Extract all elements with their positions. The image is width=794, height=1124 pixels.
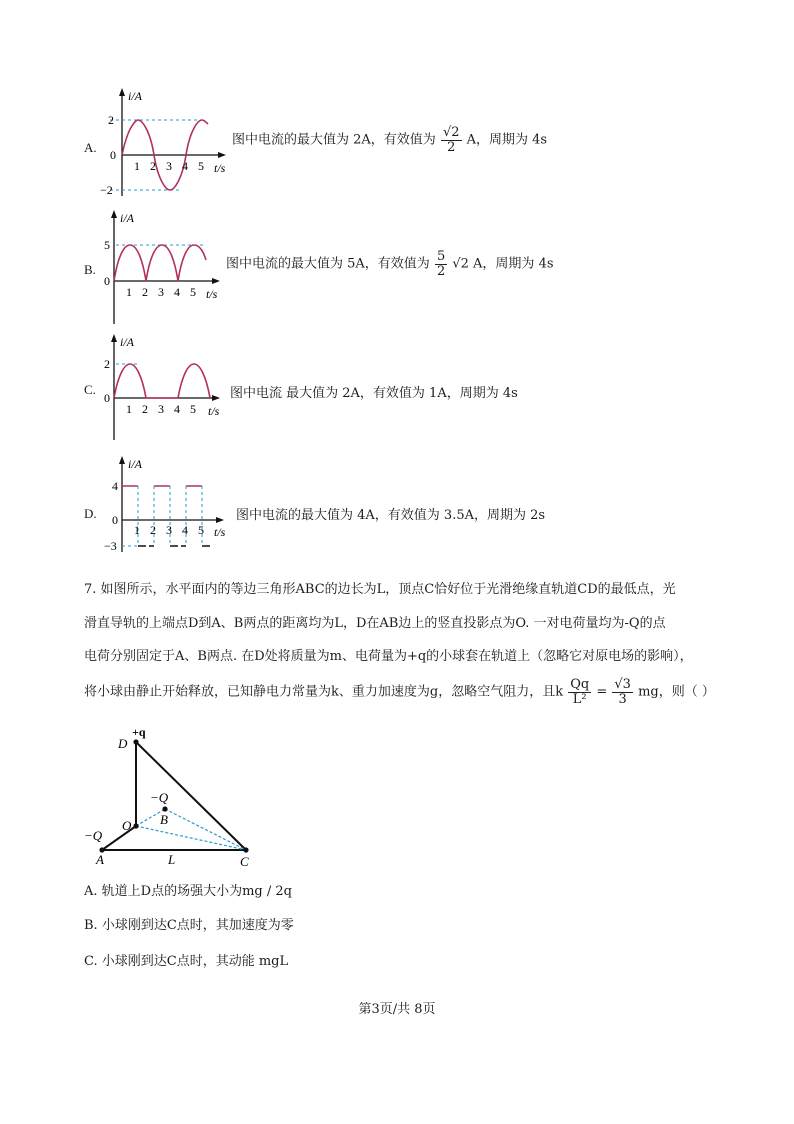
svg-text:2: 2 — [150, 523, 156, 537]
graph-b — [100, 208, 230, 326]
c-ylabel: i/A — [120, 335, 134, 349]
svg-text:3: 3 — [158, 402, 164, 416]
a-tick-3: 3 — [166, 159, 172, 173]
svg-text:1: 1 — [126, 402, 132, 416]
label-o: O — [122, 818, 132, 833]
option-d-text: 图中电流的最大值为 4A，有效值为 3.5A，周期为 2s — [236, 508, 546, 523]
answer-b[interactable]: B. 小球刚到达C点时，其加速度为零 — [84, 918, 294, 933]
a-y-neg2: −2 — [100, 183, 113, 197]
page-footer: 第3页/共 8页 — [358, 1002, 436, 1017]
graph-d — [104, 454, 234, 554]
b-ylabel: i/A — [120, 211, 134, 225]
q7-line-3: 电荷分别固定于A、B两点. 在D处将质量为m、电荷量为+q的小球套在轨道上（忽略它对原电场的影响）， — [84, 649, 693, 664]
svg-text:3: 3 — [158, 285, 164, 299]
d-ylabel: i/A — [128, 457, 142, 471]
svg-text:2: 2 — [142, 402, 148, 416]
option-d-letter: D. — [84, 506, 97, 521]
svg-text:4: 4 — [182, 523, 188, 537]
d-y-4: 4 — [112, 479, 118, 493]
a-xlabel: t/s — [214, 161, 226, 175]
label-plus-q: +q — [132, 725, 146, 739]
svg-text:5: 5 — [198, 523, 204, 537]
option-a-letter: A. — [84, 140, 97, 155]
label-l: L — [168, 852, 176, 867]
graph-c — [100, 332, 230, 442]
label-c: C — [240, 854, 249, 869]
svg-text:4: 4 — [174, 285, 180, 299]
a-tick-4: 4 — [182, 159, 188, 173]
label-minus-q-b: −Q — [150, 790, 169, 805]
point-b — [162, 806, 167, 811]
label-b: B — [160, 812, 168, 827]
c-y-2: 2 — [104, 357, 110, 371]
option-b-text: 图中电流的最大值为 5A，有效值为 $\frac{5}{2}$ √2 A，周期为 4s — [226, 249, 554, 279]
label-minus-q-a: −Q — [84, 828, 103, 843]
c-y-0: 0 — [104, 391, 110, 405]
point-o — [133, 823, 138, 828]
option-c-text: 图中电流 最大值为 2A，有效值为 1A，周期为 4s — [230, 386, 518, 401]
c-xlabel: t/s — [208, 404, 220, 418]
q7-line-2: 滑直导轨的上端点D到A、B两点的距离均为L，D在AB边上的竖直投影点为O. 一对电荷量均为-Q的点 — [84, 616, 666, 631]
option-c-letter: C. — [84, 382, 96, 397]
a-tick-2: 2 — [150, 159, 156, 173]
option-b-letter: B. — [84, 262, 96, 277]
svg-text:1: 1 — [134, 523, 140, 537]
b-y-5: 5 — [104, 238, 110, 252]
q7-line-1: 7. 如图所示，水平面内的等边三角形ABC的边长为L，顶点C恰好位于光滑绝缘直轨道CD的最低点，光 — [84, 582, 676, 597]
point-d — [133, 739, 138, 744]
a-y-0: 0 — [110, 148, 116, 162]
answer-a[interactable]: A. 轨道上D点的场强大小为mg / 2q — [84, 884, 292, 899]
point-c — [243, 847, 248, 852]
svg-text:5: 5 — [190, 285, 196, 299]
svg-text:1: 1 — [126, 285, 132, 299]
graph-a — [100, 86, 235, 198]
svg-text:4: 4 — [174, 402, 180, 416]
a-ylabel: i/A — [128, 89, 142, 103]
a-tick-5: 5 — [198, 159, 204, 173]
svg-text:2: 2 — [142, 285, 148, 299]
d-y-0: 0 — [112, 513, 118, 527]
a-y-2: 2 — [108, 113, 114, 127]
svg-text:3: 3 — [166, 523, 172, 537]
d-y-neg3: −3 — [104, 539, 117, 553]
d-xlabel: t/s — [214, 525, 226, 539]
option-a-text: 图中电流的最大值为 2A，有效值为 $\frac{√2}{2}$ A，周期为 4s — [232, 125, 548, 155]
b-xlabel: t/s — [206, 287, 218, 301]
a-tick-1: 1 — [134, 159, 140, 173]
answer-c[interactable]: C. 小球刚到达C点时，其动能 mgL — [84, 954, 289, 969]
svg-text:5: 5 — [190, 402, 196, 416]
triangle-figure — [80, 720, 270, 870]
b-y-0: 0 — [104, 274, 110, 288]
q7-line-4: 将小球由静止开始释放，已知静电力常量为k、重力加速度为g，忽略空气阻力，且k $\frac{Qq}{\text{L²}}$ = $\frac{√3}{3}$ mg，则（ ） — [84, 677, 715, 707]
label-d: D — [118, 736, 128, 751]
label-a: A — [96, 852, 104, 867]
